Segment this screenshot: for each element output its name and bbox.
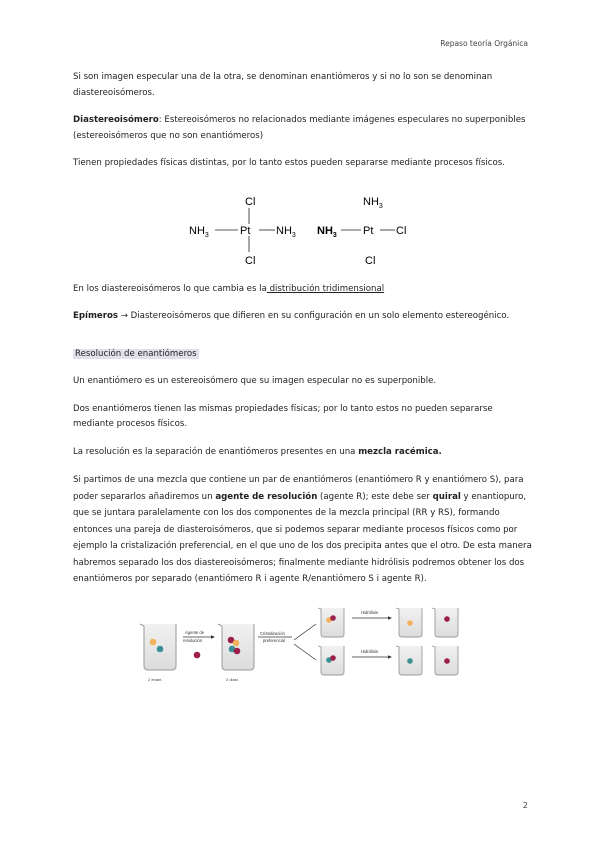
beaker-agent-r-1 — [432, 608, 458, 637]
left-right-ligand: $NH_3$ — [276, 224, 296, 239]
term-diastereoisomer: Diastereoisómero — [73, 115, 159, 125]
label-hydrolysis-2: Hidrólisis — [361, 648, 378, 654]
paragraph-enantiomers: Si son imagen especular una de la otra, se denominan enantiómeros y si no lo son se denominan diastereoisómeros. — [73, 72, 493, 98]
left-left-ligand: $NH_3$ — [189, 224, 209, 239]
paragraph-resolution — [73, 445, 533, 461]
label-agent-2: resolución — [183, 637, 203, 643]
resolution-diagram — [138, 604, 483, 684]
paragraph-epimers — [73, 309, 533, 325]
enantiomer-s-dot — [157, 645, 164, 652]
section-title: Resolución de enantiómeros — [75, 348, 197, 359]
page-header: Repaso teoría Orgánica — [440, 39, 528, 48]
process-text-a: Si partimos de una mezcla que contiene un par de enantiómeros (enantiómero R y enantiómero S), para poder separarlos añadiremos un — [73, 475, 524, 502]
enantiomer-r-dot — [150, 638, 157, 645]
label-hydrolysis: Hidrólisis — [361, 609, 378, 615]
paragraph-diastereoisomer — [73, 113, 533, 144]
paragraph-same-properties: Dos enantiómeros tienen las mismas propiedades físicas; por lo tanto estos no pueden separarse mediante procesos físicos. — [73, 403, 493, 429]
agent-dot — [194, 651, 201, 658]
term-epimers: Epímeros — [73, 311, 119, 321]
process-text-e: y enantiopuro, que se juntara paralelamente con los dos componentes de la mezcla principal (RR y RS), formando entonces una pareja de diasteroisómeros, que si podemos separar mediante procesos físicos como por ejemplo la cristalización preferencial, en el que uno de los dos precipita antes que el otro. De esta manera habremos separado los dos diastereoisómeros; finalmente mediante hidrólisis podremos obtener los dos enantiómeros por separado (enantiómero R i agente R/enantiómero S i agente R). — [73, 491, 532, 584]
page-content — [73, 70, 533, 684]
beaker-agent-r-2 — [432, 646, 458, 675]
platinum-complex-structures — [183, 194, 423, 270]
right-right-ligand: Cl — [396, 224, 407, 237]
paragraph-tridimensional — [73, 282, 533, 298]
label-crystallization: Cristalización — [260, 630, 285, 636]
term-racemic-mixture: mezcla racémica. — [358, 446, 442, 457]
paragraph-physical-properties: Tienen propiedades físicas distintas, por lo tanto estos pueden separarse mediante procesos físicos. — [73, 158, 505, 168]
beaker-rs — [318, 646, 344, 675]
left-top-ligand: Cl — [245, 195, 256, 208]
process-text-c: (agente R); este debe ser — [317, 491, 433, 502]
resolution-text: La resolución es la separación de enantiómeros presentes en una — [73, 446, 359, 457]
paragraph-enantiomer-def: Un enantiómero es un estereoisómero que su imagen especular no es superponible. — [73, 376, 437, 386]
left-center-atom: Pt — [240, 224, 251, 237]
beaker-enantiomer-r — [396, 608, 422, 637]
beaker-rr — [318, 608, 344, 637]
term-resolution-agent: agente de resolución — [215, 491, 318, 502]
page-number: 2 — [522, 801, 528, 810]
right-left-ligand: $NH_3$ — [317, 224, 337, 239]
caption-diastereomers: 2 diast. — [226, 676, 239, 682]
label-agent: Agente de — [185, 629, 205, 635]
definition-epimers: → Diastereoisómeros que difieren en su configuración en un solo elemento estereogénico. — [118, 311, 510, 321]
section-heading — [73, 347, 533, 363]
caption-enantiomers: 2 enant. — [148, 676, 163, 682]
right-center-atom: Pt — [363, 224, 374, 237]
right-top-ligand: $NH_3$ — [363, 195, 383, 210]
tridimensional-text: En los diastereoisómeros lo que cambia es la — [73, 283, 267, 294]
right-bottom-ligand: Cl — [365, 254, 376, 267]
definition-diastereoisomer: : Estereoisómeros no relacionados mediante imágenes especulares no superponibles (estereoisómeros que no son enantiómeros) — [73, 115, 526, 141]
tridimensional-underline: distribución tridimensional — [266, 283, 385, 294]
term-chiral: quiral — [432, 491, 461, 502]
label-crystallization-2: preferencial — [263, 637, 285, 643]
beaker-racemic — [140, 624, 176, 670]
paragraph-resolution-process — [73, 472, 533, 588]
left-bottom-ligand: Cl — [245, 254, 256, 267]
beaker-diastereomers — [218, 624, 254, 670]
beaker-enantiomer-s — [396, 646, 422, 675]
